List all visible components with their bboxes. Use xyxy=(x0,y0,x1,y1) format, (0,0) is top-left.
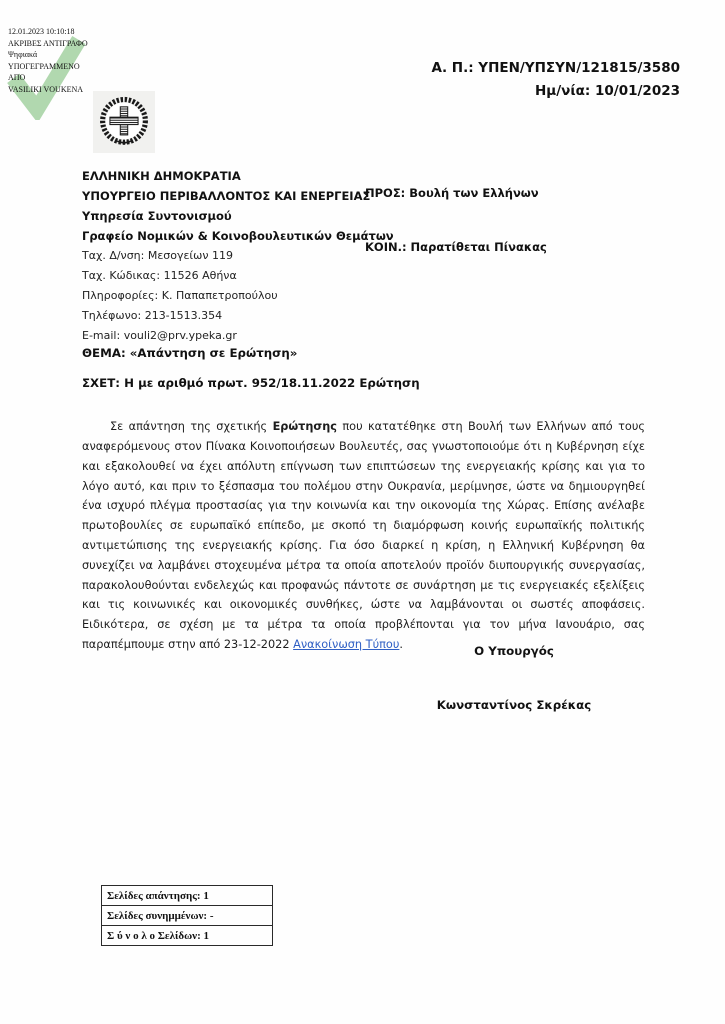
subject-line: ΘΕΜΑ: «Απάντηση σε Ερώτηση» xyxy=(82,346,298,360)
press-release-link[interactable]: Ανακοίνωση Τύπου xyxy=(293,638,400,652)
contact-email: E-mail: vouli2@prv.ypeka.gr xyxy=(82,329,237,342)
stamp-signer-name: VASILIKI VOUKENA xyxy=(8,84,84,94)
body-text-start: Σε απάντηση της σχετικής xyxy=(110,420,273,434)
table-row xyxy=(102,906,273,926)
body-text-end: . xyxy=(399,638,403,652)
table-row xyxy=(102,886,273,906)
document-date: Ημ/νία: 10/01/2023 xyxy=(535,83,680,99)
letterhead-service: Υπηρεσία Συντονισμού xyxy=(82,209,232,223)
pages-attachments-cell: Σελίδες συνημμένων: - xyxy=(102,906,273,926)
body-text-main: που κατατέθηκε στη Βουλή των Ελλήνων από τους αναφερόμενους στον Πίνακα Κοινοποιήσεων Βουλευτές, σας γνωστοποιούμε ότι η Κυβέρνηση είχε και εξακολουθεί να έχει απόλυτη επίγνωση των επιπτώσεων της ενεργειακής κρίσης και για το λόγο αυτό, και πριν το ξέσπασμα του πολέμου στην Ουκρανία, μερίμνησε, ώστε να δημιουργηθεί ένα ισχυρό πλέγμα προστασίας για την κοινωνία και την οικονομία της Χώρας. Επίσης ανέλαβε πρωτοβουλίες σε ευρωπαϊκό επίπεδο, με σκοπό τη διαμόρφωση κοινής ευρωπαϊκής πολιτικής αντιμετώπισης της ενεργειακής κρίσης. Για όσο διαρκεί η κρίση, η Ελληνική Κυβέρνηση θα συνεχίζει να λαμβάνει στοχευμένα μέτρα τα οποία αποτελούν προϊόν διυπουργικής συνεργασίας, παρακολουθούνται ενδελεχώς και προφανώς πάντοτε σε συνάρτηση με τις ενεργειακές εξελίξεις και τις κοινωνικές και οικονομικές συνθήκες, ώστε να λαμβάνονται οι σωστές αποφάσεις. Ειδικότερα, σε σχέση με τα μέτρα τα οποία προβλέπονται για τον μήνα Ιανουάριο, σας παραπέμπουμε στην από 23-12-2022 xyxy=(82,420,645,652)
stamp-timestamp: 12.01.2023 10:10:18 xyxy=(8,27,75,36)
stamp-by-label: ΑΠΟ xyxy=(8,73,26,82)
reference-block xyxy=(432,57,681,103)
letterhead xyxy=(82,166,394,346)
pages-total-cell: Σ ύ ν ο λ ο Σελίδων: 1 xyxy=(102,926,273,946)
recipients-block xyxy=(365,166,685,254)
signer-name: Κωνσταντίνος Σκρέκας xyxy=(436,698,592,712)
protocol-number: Α. Π.: ΥΠΕΝ/ΥΠΣΥΝ/121815/3580 xyxy=(431,60,680,76)
body-bold-word: Ερώτησης xyxy=(272,420,337,434)
pages-summary-table xyxy=(101,885,273,946)
greek-coat-of-arms-icon xyxy=(97,95,151,149)
contact-person: Πληροφορίες: Κ. Παπαπετροπούλου xyxy=(82,289,278,302)
recipient-cc: ΚΟΙΝ.: Παρατίθεται Πίνακας xyxy=(365,240,547,254)
contact-postal-code: Ταχ. Κώδικας: 11526 Αθήνα xyxy=(82,269,237,282)
letterhead-office: Γραφείο Νομικών & Κοινοβουλευτικών Θεμάτων xyxy=(82,229,394,243)
digital-signature-stamp xyxy=(8,26,168,95)
contact-phone: Τηλέφωνο: 213-1513.354 xyxy=(82,309,223,322)
related-line: ΣΧΕΤ: Η με αριθμό πρωτ. 952/18.11.2022 Ερώτηση xyxy=(82,376,420,390)
recipient-to: ΠΡΟΣ: Βουλή των Ελλήνων xyxy=(365,186,539,200)
pages-answer-cell: Σελίδες απάντησης: 1 xyxy=(102,886,273,906)
body-paragraph xyxy=(82,417,645,655)
letterhead-ministry: ΥΠΟΥΡΓΕΙΟ ΠΕΡΙΒΑΛΛΟΝΤΟΣ ΚΑΙ ΕΝΕΡΓΕΙΑΣ xyxy=(82,189,371,203)
stamp-signed-label: ΥΠΟΓΕΓΡΑΜΜΕΝΟ xyxy=(8,61,80,71)
signature-block xyxy=(414,644,614,712)
coat-of-arms-box xyxy=(93,91,155,153)
stamp-exact-copy-label: ΑΚΡΙΒΕΣ ΑΝΤΙΓΡΑΦΟ xyxy=(8,38,88,48)
stamp-digitally-label: Ψηφιακά xyxy=(8,50,38,59)
contact-address: Ταχ. Δ/νση: Μεσογείων 119 xyxy=(82,249,234,262)
signer-title: Ο Υπουργός xyxy=(474,644,554,658)
letterhead-republic: ΕΛΛΗΝΙΚΗ ΔΗΜΟΚΡΑΤΙΑ xyxy=(82,169,241,183)
table-row xyxy=(102,926,273,946)
